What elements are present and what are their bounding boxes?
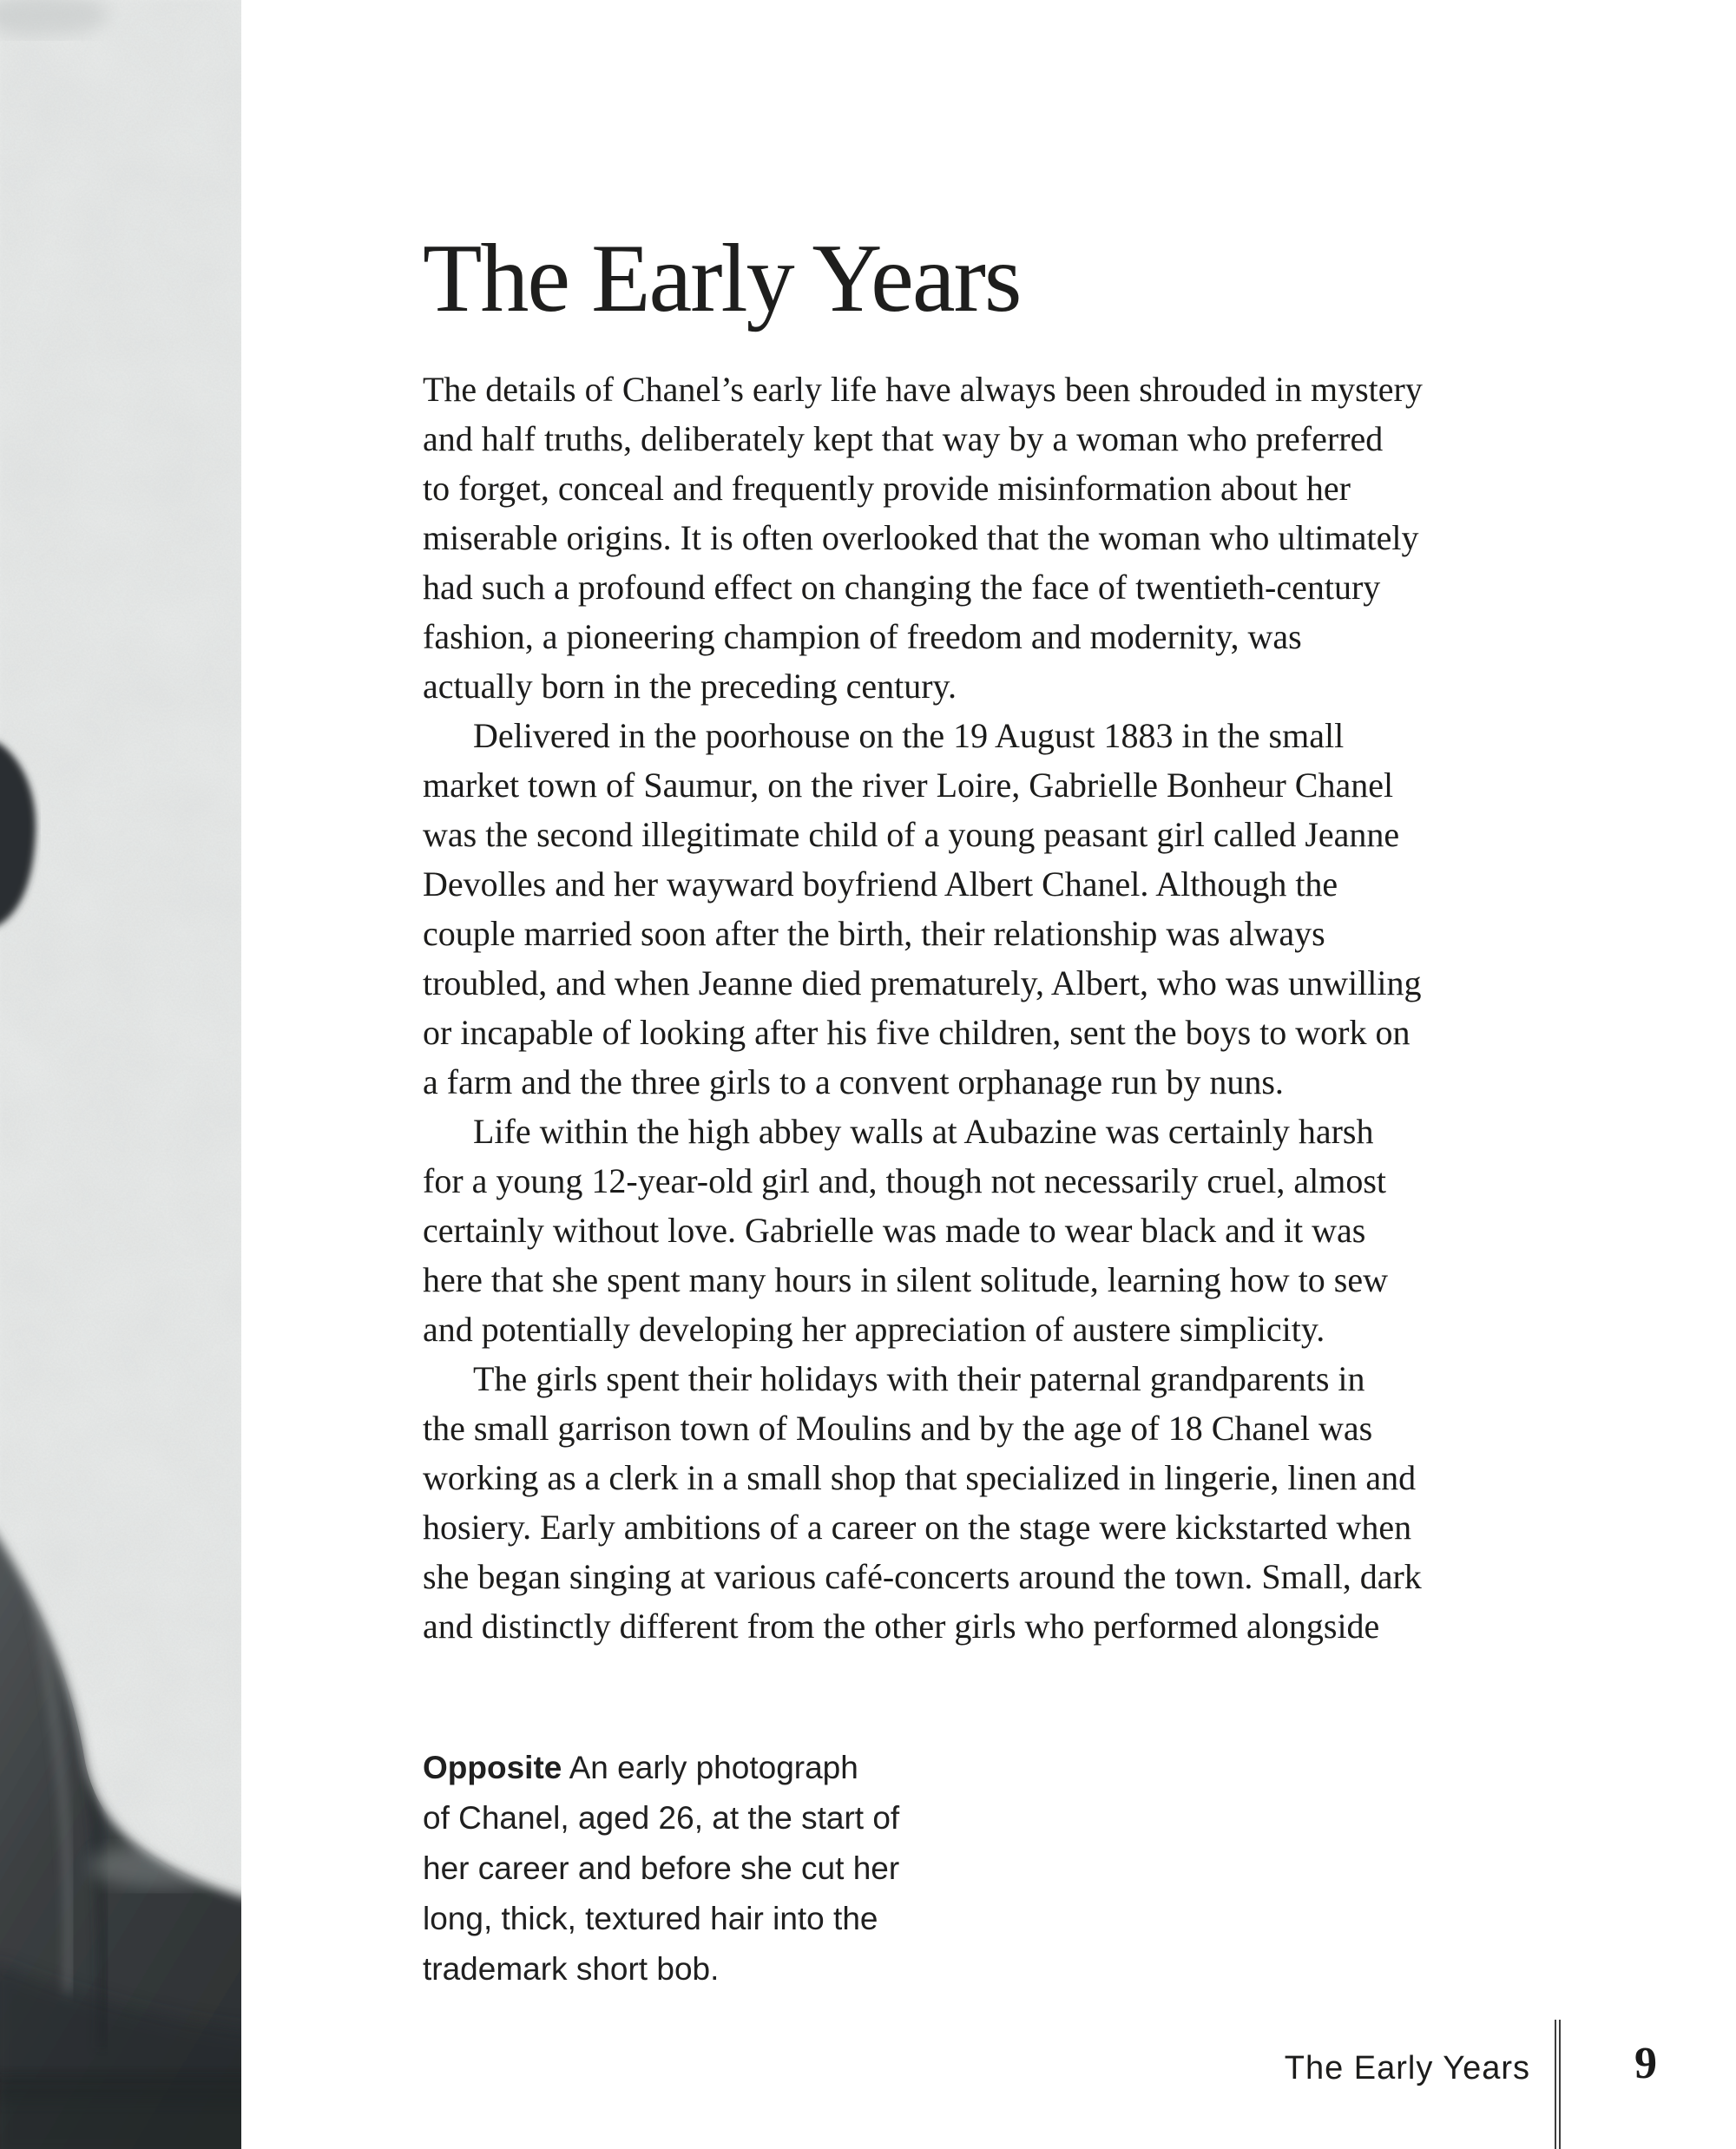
body-line: Devolles and her wayward boyfriend Albert Chanel. Although the — [423, 864, 1338, 904]
body-line: had such a profound effect on changing the face of twentieth-century — [423, 568, 1381, 607]
body-line: hosiery. Early ambitions of a career on the stage were kickstarted when — [423, 1508, 1412, 1547]
body-line: troubled, and when Jeanne died prematurely, Albert, who was unwilling — [423, 963, 1422, 1002]
body-line: or incapable of looking after his five children, sent the boys to work on — [423, 1013, 1410, 1052]
body-line: miserable origins. It is often overlooked that the woman who ultimately — [423, 518, 1419, 557]
page-number: 9 — [1634, 2039, 1657, 2088]
body-line: was the second illegitimate child of a young peasant girl called Jeanne — [423, 815, 1400, 854]
body-line: market town of Saumur, on the river Loire, Gabrielle Bonheur Chanel — [423, 766, 1394, 805]
caption-line: of Chanel, aged 26, at the start of — [423, 1800, 900, 1836]
body-line: and half truths, deliberately kept that way by a woman who preferred — [423, 419, 1384, 458]
body-line: the small garrison town of Moulins and by the age of 18 Chanel was — [423, 1409, 1373, 1448]
paragraph — [423, 1354, 1603, 1651]
body-line: actually born in the preceding century. — [423, 667, 957, 706]
body-line: The girls spent their holidays with their paternal grandparents in — [473, 1359, 1365, 1398]
paragraph — [423, 1107, 1603, 1354]
body-line: for a young 12-year-old girl and, though not necessarily cruel, almost — [423, 1161, 1386, 1200]
body-line: Delivered in the poorhouse on the 19 August 1883 in the small — [473, 716, 1345, 755]
body-line: here that she spent many hours in silent solitude, learning how to sew — [423, 1260, 1389, 1299]
body-line: fashion, a pioneering champion of freedom and modernity, was — [423, 617, 1302, 656]
caption-line — [423, 1743, 1048, 1793]
paragraph — [423, 365, 1603, 711]
body-line: a farm and the three girls to a convent orphanage run by nuns. — [423, 1062, 1284, 1101]
footer-double-rule — [1555, 2020, 1561, 2149]
caption-lead: Opposite — [423, 1750, 562, 1785]
page-title: The Early Years — [423, 225, 1021, 333]
body-line: and potentially developing her appreciation of austere simplicity. — [423, 1310, 1325, 1349]
photo-strip — [0, 0, 241, 2149]
body-line: certainly without love. Gabrielle was made to wear black and it was — [423, 1211, 1366, 1250]
body-line: Life within the high abbey walls at Aubazine was certainly harsh — [473, 1112, 1374, 1151]
body-line: and distinctly different from the other girls who performed alongside — [423, 1607, 1380, 1646]
caption-line: trademark short bob. — [423, 1951, 720, 1987]
body-line: she began singing at various café-concerts around the town. Small, dark — [423, 1557, 1422, 1596]
body-line: couple married soon after the birth, their relationship was always — [423, 914, 1325, 953]
body-line: working as a clerk in a small shop that specialized in lingerie, linen and — [423, 1458, 1417, 1497]
body-line: The details of Chanel’s early life have always been shrouded in mystery — [423, 370, 1423, 409]
body-line: to forget, conceal and frequently provide misinformation about her — [423, 469, 1351, 508]
paragraph — [423, 711, 1603, 1107]
caption-text: An early photograph — [569, 1750, 858, 1785]
picture-caption — [423, 1743, 1048, 1995]
body-text — [423, 365, 1603, 1651]
photo-strip-image — [0, 0, 241, 2149]
caption-line: her career and before she cut her — [423, 1850, 900, 1886]
caption-line: long, thick, textured hair into the — [423, 1901, 878, 1936]
running-footer-section: The Early Years — [1284, 2050, 1530, 2087]
